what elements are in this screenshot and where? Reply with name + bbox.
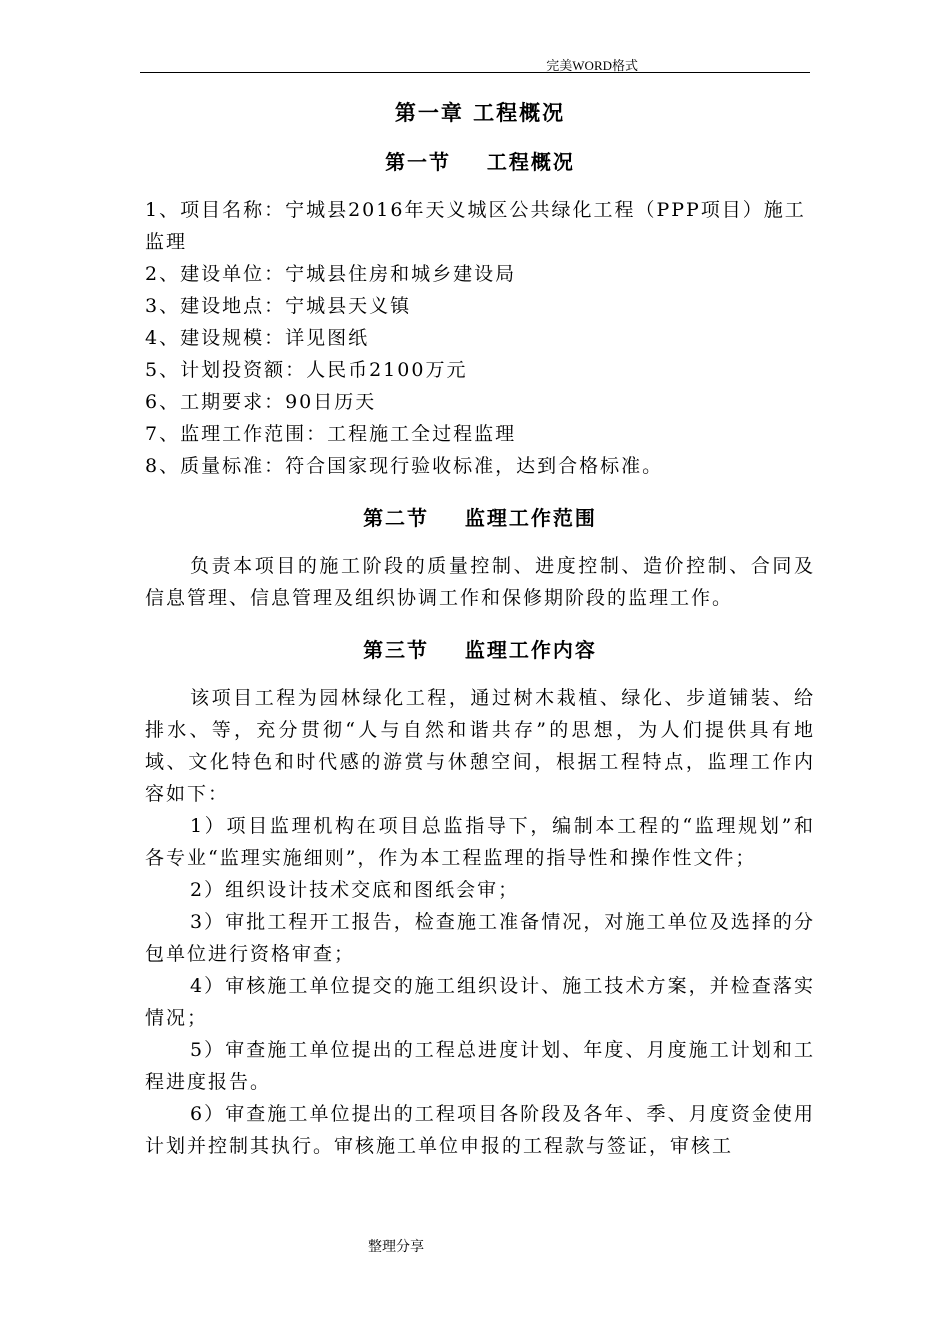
content-item-paragraph: 6）审查施工单位提出的工程项目各阶段及各年、季、月度资金使用计划并控制其执行。审核施工单位申报的工程款与签证，审核工 xyxy=(145,1103,815,1157)
project-info-item: 5、计划投资额：人民币2100万元 xyxy=(145,359,468,381)
project-info-item: 8、质量标准：符合国家现行验收标准，达到合格标准。 xyxy=(145,455,664,477)
project-info-item: 6、工期要求：90日历天 xyxy=(145,391,377,413)
project-info-item: 1、项目名称：宁城县2016年天义城区公共绿化工程（PPP项目）施工监理 xyxy=(145,199,806,253)
page-footer-text: 整理分享 xyxy=(368,1239,424,1255)
section-title-scope: 第二节 监理工作范围 xyxy=(363,506,597,530)
section-title-content: 第三节 监理工作内容 xyxy=(363,638,597,662)
header-divider xyxy=(140,72,810,73)
chapter-title: 第一章 工程概况 xyxy=(394,101,566,125)
content-item-paragraph: 4）审核施工单位提交的施工组织设计、施工技术方案，并检查落实情况； xyxy=(145,975,815,1029)
scope-paragraph: 负责本项目的施工阶段的质量控制、进度控制、造价控制、合同及信息管理、信息管理及组织协调工作和保修期阶段的监理工作。 xyxy=(145,555,815,609)
project-info-item: 3、建设地点：宁城县天义镇 xyxy=(145,295,412,317)
project-info-item: 2、建设单位：宁城县住房和城乡建设局 xyxy=(145,263,517,285)
content-item-paragraph: 1）项目监理机构在项目总监指导下，编制本工程的“监理规划”和各专业“监理实施细则”，作为本工程监理的指导性和操作性文件； xyxy=(145,815,815,869)
content-item-paragraph: 3）审批工程开工报告，检查施工准备情况，对施工单位及选择的分包单位进行资格审查； xyxy=(145,911,815,965)
content-intro-paragraph: 该项目工程为园林绿化工程，通过树木栽植、绿化、步道铺装、给排水、等，充分贯彻“人与自然和谐共存”的思想，为人们提供具有地域、文化特色和时代感的游赏与休憩空间，根据工程特点，监理工作内容如下： xyxy=(145,687,815,805)
project-info-item: 7、监理工作范围：工程施工全过程监理 xyxy=(145,423,517,445)
section-title-overview: 第一节 工程概况 xyxy=(385,150,575,174)
page-header-text: 完美WORD格式 xyxy=(546,58,638,73)
document-body xyxy=(145,92,815,1162)
project-info-list xyxy=(145,194,815,482)
project-info-item: 4、建设规模：详见图纸 xyxy=(145,327,370,349)
content-item-paragraph: 2）组织设计技术交底和图纸会审； xyxy=(190,879,520,901)
content-item-paragraph: 5）审查施工单位提出的工程总进度计划、年度、月度施工计划和工程进度报告。 xyxy=(145,1039,815,1093)
